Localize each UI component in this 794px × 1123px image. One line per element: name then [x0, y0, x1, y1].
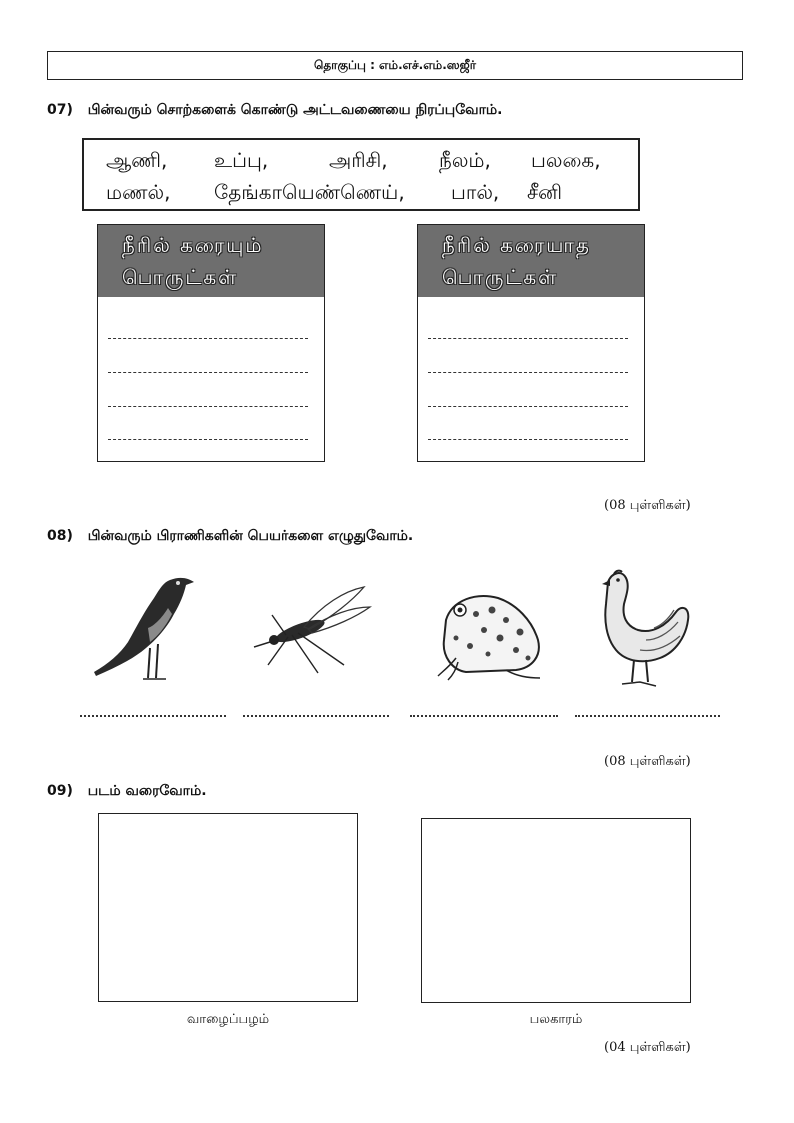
question-8-number: 08) [47, 528, 73, 544]
word-bank [82, 138, 640, 211]
question-8-instruction: பின்வரும் பிராணிகளின் பெயர்களை எழுதுவோம். [87, 528, 414, 544]
question-9-number: 09) [47, 783, 73, 799]
frog-icon [436, 580, 546, 682]
answer-line[interactable] [108, 439, 308, 440]
caption-snack: பலகாரம் [529, 1012, 583, 1027]
question-8-marks: (08 புள்ளிகள்) [604, 754, 691, 769]
question-9-marks: (04 புள்ளிகள்) [604, 1040, 691, 1055]
word-item: உப்பு, [214, 148, 269, 172]
question-7 [47, 102, 502, 120]
answer-line[interactable] [428, 406, 628, 407]
answer-line[interactable] [428, 338, 628, 339]
compiler-text: தொகுப்பு : எம்.எச்.எம்.ஸஜீர் [314, 57, 476, 72]
caption-banana: வாழைப்பழம் [186, 1012, 270, 1027]
compiler-header [47, 51, 743, 80]
question-7-instruction: பின்வரும் சொற்களைக் கொண்டு அட்டவணையை நிரப்புவோம். [87, 102, 503, 118]
soluble-table-heading [98, 225, 324, 297]
answer-line[interactable] [575, 715, 720, 717]
answer-line[interactable] [243, 715, 389, 717]
insoluble-heading-line1: நீரில் கரையாத [442, 233, 591, 257]
drawing-box-snack[interactable] [421, 818, 691, 1003]
answer-line[interactable] [428, 439, 628, 440]
bird-icon [88, 568, 200, 686]
word-item: பால், [451, 180, 500, 204]
soluble-table [97, 224, 325, 462]
answer-line[interactable] [410, 715, 558, 717]
hen-icon [596, 568, 692, 690]
soluble-heading-line1: நீரில் கரையும் [122, 233, 264, 257]
word-item: ஆணி, [106, 148, 168, 172]
word-item: சீனி [527, 180, 562, 204]
word-item: மணல், [106, 180, 171, 204]
word-item: தேங்காயெண்ணெய், [214, 180, 405, 204]
answer-line[interactable] [108, 372, 308, 373]
answer-line[interactable] [428, 372, 628, 373]
insoluble-heading-line2: பொருட்கள் [442, 265, 559, 289]
drawing-box-banana[interactable] [98, 813, 358, 1002]
question-9 [47, 783, 207, 801]
word-item: அரிசி, [329, 148, 388, 172]
question-8 [47, 528, 413, 546]
insoluble-table [417, 224, 645, 462]
word-item: பலகை, [531, 148, 601, 172]
insoluble-table-heading [418, 225, 644, 297]
soluble-heading-line2: பொருட்கள் [122, 265, 239, 289]
answer-line[interactable] [108, 338, 308, 339]
word-item: நீலம், [439, 148, 491, 172]
mosquito-icon [252, 585, 372, 680]
answer-line[interactable] [80, 715, 226, 717]
answer-line[interactable] [108, 406, 308, 407]
question-7-marks: (08 புள்ளிகள்) [604, 498, 691, 513]
question-7-number: 07) [47, 102, 73, 118]
question-9-instruction: படம் வரைவோம். [87, 783, 207, 799]
